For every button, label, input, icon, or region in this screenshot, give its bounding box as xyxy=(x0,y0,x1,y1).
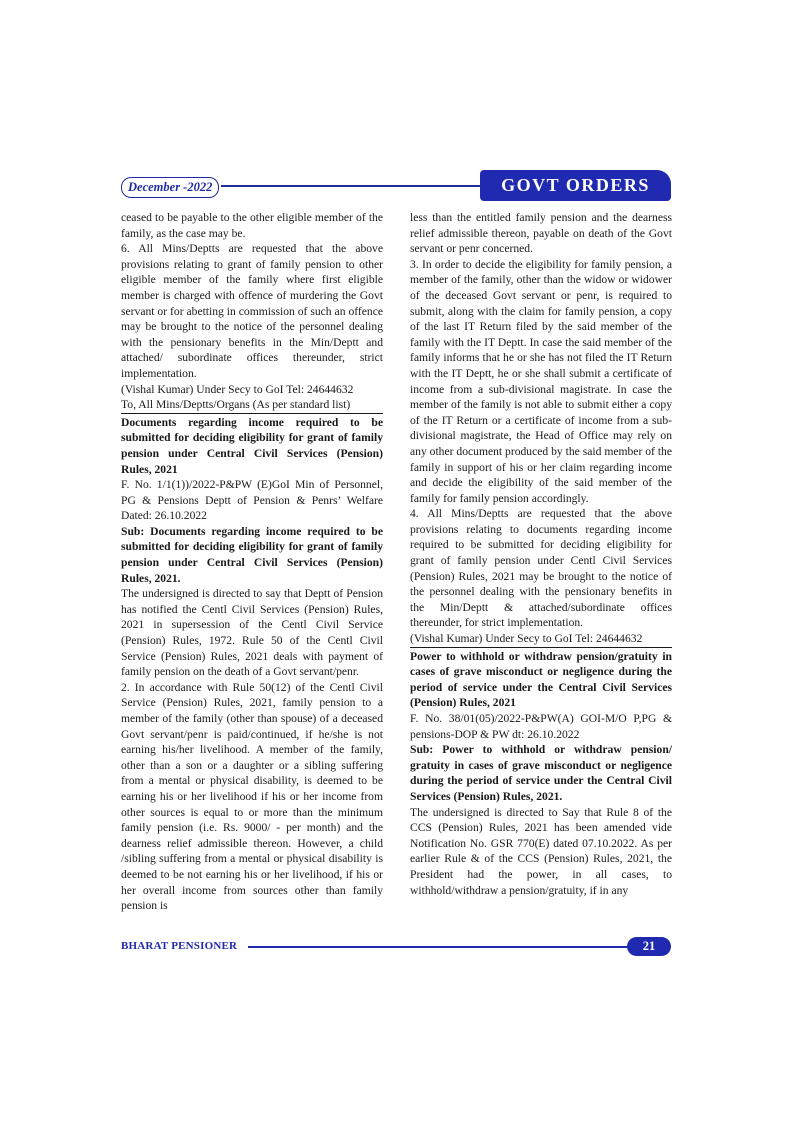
paragraph: 3. In order to decide the eligibility for family pension, a member of the family, other than the widow or widower of the deceased Govt servant or penr, is required to submit, along with the claim for family pension, a copy of the last IT Return filed by the said member of the family with the IT Deptt. In case the said member of the family informs that he or she has not filed the IT Return with the IT Deptt, he or she shall submit a certificate of income from a sub-divisional magistrate. In case the member of the family is not able to submit either a copy of the IT Return or a certificate of income from a sub-divisional magistrate, the Head of Office may rely on any other document produced by the said member of the family in support of his or her claim regarding income and decide the eligibility of the said member of the family for family pension accordingly. xyxy=(410,257,672,505)
paragraph: less than the entitled family pension and the dearness relief admissible thereon, payable on death of the Govt servant or penr concerned. xyxy=(410,211,672,256)
paragraph: 2. In accordance with Rule 50(12) of the Centl Civil Service (Pension) Rules, 2021, family pension to a member of the family (other than spouse) of a deceased Govt servant/penr is paid/continued, if he/she is not earning his/her livelihood. A member of the family, other than a son or a daughter or a sibling suffering from a mental or physical disability, is deemed to be earning his or her livelihood if his or her income from other sources is equal to or more than the minimum family pension (i.e. Rs. 9000/ - per month) and the dearness relief admissible thereon. However, a child /sibling suffering from a mental or physical disability is deemed to be not earning his or her livelihood, if his or her overall income from sources other than family pension is xyxy=(121,680,383,913)
article-heading: Power to withhold or withdraw pension/gratuity in cases of grave misconduct or negligence during the period of service under the Central Civil Services (Pension) Rules, 2021 xyxy=(410,647,672,711)
issue-date-badge: December -2022 xyxy=(121,177,219,198)
signature-line: (Vishal Kumar) Under Secy to GoI Tel: 24644632 xyxy=(121,382,354,396)
paragraph: 6. All Mins/Deptts are requested that the above provisions relating to grant of family pension to other eligible member of the family where first eligible member is charged with offence of murdering the Govt servant or for abetting in commission of such an offence may be brought to the notice of the personnel dealing with the pensionary benefits in the Min/Deptt and attached/ subordinate offices thereunder, strict implementation. xyxy=(121,242,383,380)
signature-line: (Vishal Kumar) Under Secy to GoI Tel: 24644632 xyxy=(410,632,643,646)
paragraph: 4. All Mins/Deptts are requested that the above provisions relating to documents regarding income required to be submitted for deciding eligibility for grant of family pension under Centl Civil Services (Pension) Rules, 2021 may be brought to the notice of the personnel dealing with the pensionary benefits in the Min/Deptt & attached/subordinate offices thereunder, for strict implementation. xyxy=(410,507,672,630)
file-reference: F. No. 38/01(05)/2022-P&PW(A) GOI-M/O P,PG & pensions-DOP & PW dt: 26.10.2022 xyxy=(410,712,672,741)
section-title-badge: GOVT ORDERS xyxy=(480,170,671,201)
paragraph: The undersigned is directed to Say that Rule 8 of the CCS (Pension) Rules, 2021 has been amended vide Notification No. GSR 770(E) dated 07.10.2022. As per earlier Rule & of the CCS (Pension) Rules, 2021, the President had the power, in all cases, to withhold/withdraw a pension/gratuity, if in any xyxy=(410,805,672,897)
right-column xyxy=(410,210,672,898)
file-reference: F. No. 1/1(1))/2022-P&PW (E)GoI Min of Personnel, PG & Pensions Deptt of Pension & Penrs’ Welfare Dated: 26.10.2022 xyxy=(121,478,383,523)
publication-name: BHARAT PENSIONER xyxy=(121,940,238,952)
subject-line: Sub: Documents regarding income required to be submitted for deciding eligibility for grant of family pension under Central Civil Services (Pension) Rules, 2021. xyxy=(121,524,383,585)
addressee-line: To, All Mins/Deptts/Organs (As per standard list) xyxy=(121,398,351,412)
paragraph: ceased to be payable to the other eligible member of the family, as the case may be. xyxy=(121,211,383,240)
header-rule xyxy=(221,185,483,187)
left-column xyxy=(121,210,383,914)
subject-line: Sub: Power to withhold or withdraw pension/ gratuity in cases of grave misconduct or negligence during the period of service under the Central Civil Services (Pension) Rules, 2021. xyxy=(410,743,672,803)
footer-rule xyxy=(248,946,633,948)
paragraph: The undersigned is directed to say that Deptt of Pension has notified the Centl Civil Services (Pension) Rules, 2021 in supersession of the Centl Civil Service (Pension) Rules, 1972. Rule 50 of the Centl Civil Service (Pension) Rules, 2021 deals with payment of family pension on the death of a Govt servant/penr. xyxy=(121,587,383,679)
article-heading: Documents regarding income required to be submitted for deciding eligibility for grant of family pension under Central Civil Services (Pension) Rules, 2021 xyxy=(121,413,383,477)
page-number-badge: 21 xyxy=(627,937,671,956)
